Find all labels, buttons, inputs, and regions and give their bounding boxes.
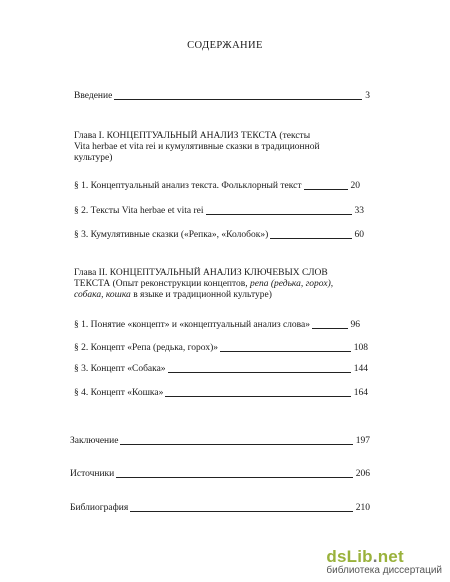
- toc-entry-conclusion[interactable]: [70, 436, 370, 447]
- toc-leader-line: [165, 396, 350, 397]
- watermark-subtitle: библиотека диссертаций: [326, 565, 442, 576]
- watermark-logo-dot: .: [372, 547, 378, 566]
- chapter-heading-line: Глава II. КОНЦЕПТУАЛЬНЫЙ АНАЛИЗ КЛЮЧЕВЫХ СЛОВ: [74, 268, 328, 278]
- toc-page-number: 3: [365, 91, 370, 101]
- toc-page-number: 96: [350, 320, 360, 330]
- toc-entry-ch1-s1[interactable]: [74, 181, 360, 192]
- toc-page-number: 20: [350, 181, 360, 191]
- toc-page-number: 164: [353, 388, 368, 398]
- toc-leader-line: [116, 477, 352, 478]
- toc-leader-line: [130, 511, 353, 512]
- toc-page-number: 206: [355, 469, 370, 479]
- toc-leader-line: [220, 351, 351, 352]
- toc-entry-label: Библиография: [70, 503, 129, 513]
- toc-entry-label: Заключение: [70, 436, 119, 446]
- toc-entry-label: § 3. Кумулятивные сказки («Репка», «Колобок»): [74, 230, 269, 240]
- toc-entry-ch2-s2[interactable]: [74, 343, 368, 354]
- toc-page-number: 60: [354, 230, 364, 240]
- toc-entry-bibliography[interactable]: [70, 503, 370, 514]
- toc-leader-line: [270, 238, 351, 239]
- toc-entry-intro[interactable]: [74, 91, 370, 102]
- toc-entry-label: Источники: [70, 469, 115, 479]
- toc-page-number: 197: [355, 436, 370, 446]
- toc-page-number: 144: [353, 364, 368, 374]
- toc-entry-label: § 4. Концепт «Кошка»: [74, 388, 164, 398]
- toc-leader-line: [206, 214, 352, 215]
- toc-leader-line: [168, 372, 351, 373]
- toc-entry-label: § 1. Понятие «концепт» и «концептуальный анализ слова»: [74, 320, 310, 330]
- chapter-heading-line: Глава I. КОНЦЕПТУАЛЬНЫЙ АНАЛИЗ ТЕКСТА (тексты: [74, 131, 311, 141]
- watermark-logo-name: dsLib: [326, 547, 373, 566]
- chapter-heading-text: в языке и традиционной культуре): [130, 290, 272, 300]
- toc-page-number: 210: [355, 503, 370, 513]
- toc-entry-sources[interactable]: [70, 469, 370, 480]
- chapter-heading-line: [74, 279, 333, 290]
- chapter-heading-italic: собака, кошка: [74, 290, 131, 300]
- toc-leader-line: [312, 328, 348, 329]
- toc-entry-label: Введение: [74, 91, 113, 101]
- toc-entry-label: § 2. Концепт «Репа (редька, горох)»: [74, 343, 218, 353]
- watermark-logo: [326, 547, 442, 567]
- chapter-heading-italic: репа (редька, горох),: [250, 279, 334, 289]
- page-title: СОДЕРЖАНИЕ: [187, 40, 263, 51]
- toc-leader-line: [114, 99, 362, 100]
- chapter-1-heading: [74, 131, 320, 164]
- toc-entry-ch1-s3[interactable]: [74, 230, 364, 241]
- toc-leader-line: [120, 444, 352, 445]
- watermark-logo-tld: net: [377, 547, 404, 566]
- toc-page-number: 108: [353, 343, 368, 353]
- toc-entry-ch2-s3[interactable]: [74, 364, 368, 375]
- toc-entry-label: § 1. Концептуальный анализ текста. Фольклорный текст: [74, 181, 302, 191]
- chapter-heading-line: Vita herbae et vita rei и кумулятивные сказки в традиционной: [74, 142, 320, 152]
- toc-entry-label: § 3. Концепт «Собака»: [74, 364, 166, 374]
- site-watermark[interactable]: [326, 547, 442, 576]
- chapter-heading-line: культуре): [74, 153, 113, 163]
- toc-entry-ch2-s1[interactable]: [74, 320, 360, 331]
- toc-page-number: 33: [354, 206, 364, 216]
- toc-entry-ch2-s4[interactable]: [74, 388, 368, 399]
- chapter-heading-line: [74, 290, 333, 301]
- toc-entry-ch1-s2[interactable]: [74, 206, 364, 217]
- chapter-2-heading: [74, 268, 333, 301]
- toc-entry-label: § 2. Тексты Vita herbae et vita rei: [74, 206, 204, 216]
- chapter-heading-text: ТЕКСТА (Опыт реконструкции концептов,: [74, 279, 251, 289]
- toc-leader-line: [304, 189, 348, 190]
